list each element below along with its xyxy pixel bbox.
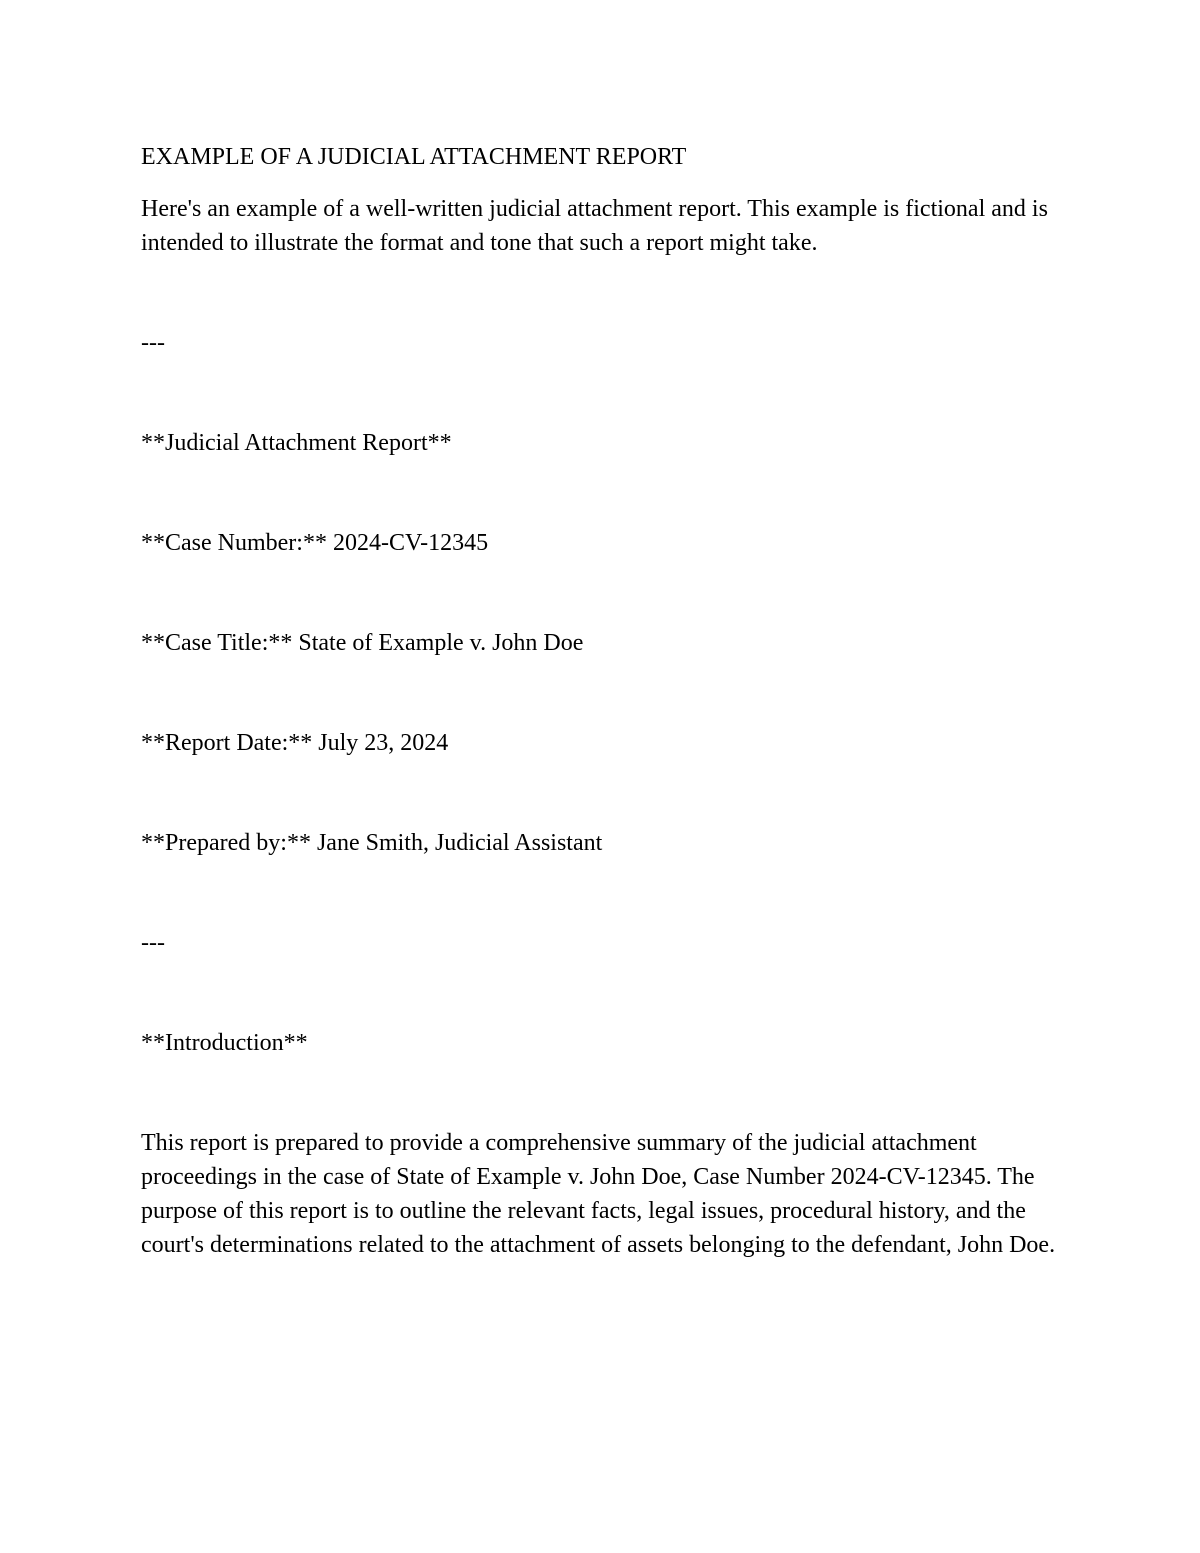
report-title: **Judicial Attachment Report** (141, 430, 452, 456)
separator-line: --- (141, 930, 165, 956)
document-heading: EXAMPLE OF A JUDICIAL ATTACHMENT REPORT (141, 144, 687, 170)
document-body (141, 140, 1061, 1262)
case-title: **Case Title:** State of Example v. John Doe (141, 630, 584, 656)
prepared-by: **Prepared by:** Jane Smith, Judicial Assistant (141, 830, 603, 856)
case-number: **Case Number:** 2024-CV-12345 (141, 530, 489, 556)
introduction-body: This report is prepared to provide a comprehensive summary of the judicial attachment proceedings in the case of State of Example v. John Doe, Case Number 2024-CV-12345. The purpose of this report is to outline the relevant facts, legal issues, procedural history, and the court's determinations related to the attachment of assets belonging to the defendant, John Doe. (141, 1130, 1056, 1258)
separator-line: --- (141, 330, 165, 356)
introduction-heading: **Introduction** (141, 1030, 308, 1056)
report-date: **Report Date:** July 23, 2024 (141, 730, 449, 756)
intro-paragraph: Here's an example of a well-written judicial attachment report. This example is fictional and is intended to illustrate the format and tone that such a report might take. (141, 196, 1054, 256)
